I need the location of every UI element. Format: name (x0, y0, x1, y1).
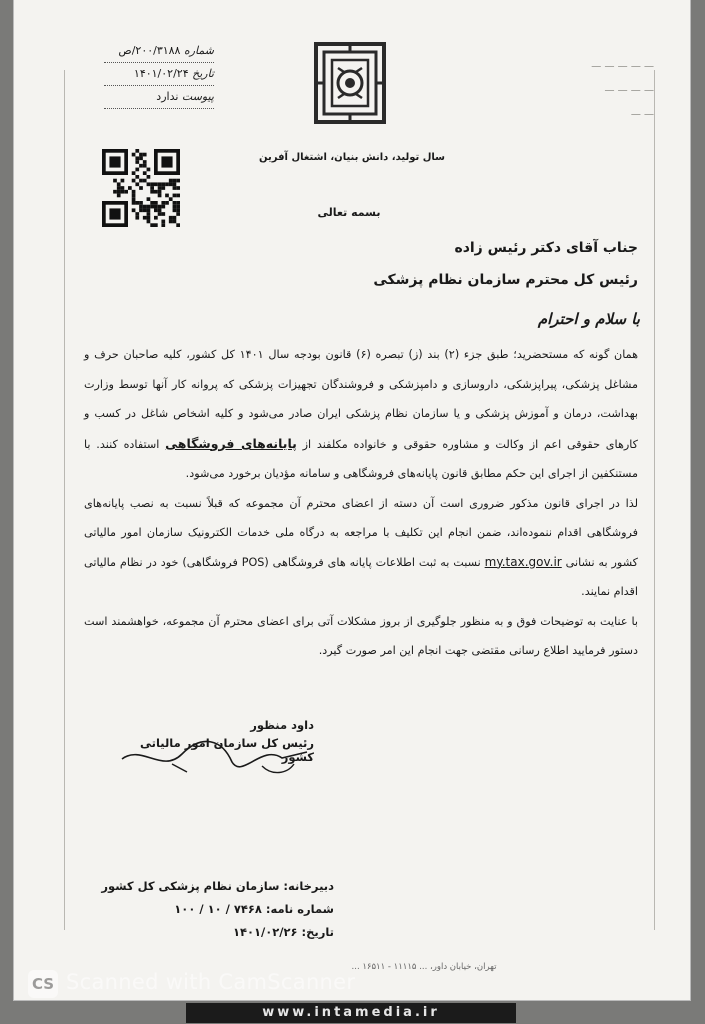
attachment-row (104, 86, 214, 109)
bismillah-heading: بسمه تعالی (317, 206, 381, 219)
signatory-title: رئیس کل سازمان امور مالیاتی کشور (140, 736, 314, 764)
paragraph-1 (84, 340, 638, 489)
year-slogan: سال تولید، دانش بنیان، اشتغال آفرین (259, 152, 445, 163)
secretariat-stamp (98, 875, 334, 955)
paragraph-2-end: نسبت به ثبت اطلاعات پایانه های فروشگاهی (POS فروشگاهی) خود در نظام مالیاتی اقدام نمایند. (84, 555, 638, 598)
number-label: شماره (183, 44, 214, 57)
signatory-name: داود منظور (250, 718, 314, 732)
letter-date-row (104, 63, 214, 86)
stamp-line-secretariat: دبیرخانه: سازمان نظام پزشکی کل کشور (101, 879, 334, 893)
margin-line (654, 70, 655, 930)
addressee-title: رئیس کل محترم سازمان نظام پزشکی (373, 272, 638, 288)
footer-address: تهران، خیابان داور، ... ۱۱۱۱۵ - ۱۶۵۱۱ ... (351, 962, 497, 972)
date-label: تاریخ (192, 67, 214, 80)
letter-date-value: ۱۴۰۱/۰۲/۲۴ (133, 67, 189, 80)
paragraph-2-text: لذا در اجرای قانون مذکور ضروری است آن دسته از اعضای محترم آن مجموعه که قبلاً نسبت به نصب پایانه‌های فروشگاهی اقدام ننموده‌اند، ضمن انجام این تکلیف با مراجعه به درگاه ملی خدمات الکترونیک سازمان امور مالیاتی کشور به نشانی (84, 496, 639, 569)
letter-meta (104, 40, 214, 109)
stamp-line-number: شماره نامه: ۷۴۶۸ / ۱۰ / ۱۰۰ (174, 902, 334, 916)
paragraph-2 (84, 489, 638, 607)
attachment-label: پیوست (181, 90, 214, 103)
paragraph-3: با عنایت به توضیحات فوق و به منظور جلوگیری از بروز مشکلات آتی برای اعضای محترم آن مجموعه، خواهشمند است دستور فرمایید اطلاع رسانی مقتضی جهت انجام این امر صورت گیرد. (84, 614, 638, 657)
website-banner[interactable]: www.intamedia.ir (186, 1003, 516, 1023)
camscanner-logo-icon: CS (28, 970, 58, 998)
paragraph-1-text: همان گونه که مستحضرید؛ طبق جزء (۲) بند (ز) تبصره (۶) قانون بودجه سال ۱۴۰۱ کل کشور، کلیه صاحبان حرف و مشاغل پزشکی، پیراپزشکی، داروسازی و دامپزشکی و فروشندگان تجهیزات پزشکی که پروانه کار آنها توسط وزارت بهداشت، درمان و آموزش پزشکی و یا سازمان نظام پزشکی ایران صادر می‌شود و کلیه اشخاص شاغل در کسب و کارهای حقوقی اعم از وکالت و مشاوره حقوقی و خانواده مکلفند از (84, 348, 638, 451)
pos-terminals-emphasis: پایانه‌های فروشگاهی (165, 435, 297, 451)
greeting: با سلام و احترام (537, 310, 640, 328)
camscanner-watermark (0, 966, 450, 1000)
camscanner-text: Scanned with CamScanner (66, 970, 356, 994)
faded-handwritten-notes: — — — — — — — — — — — (591, 61, 654, 120)
letter-number-row (104, 40, 214, 63)
organization-emblem-icon (314, 42, 386, 124)
margin-line (64, 70, 65, 930)
addressee-name: جناب آقای دکتر رئیس زاده (454, 240, 638, 256)
stamp-line-date: تاریخ: ۱۴۰۱/۰۲/۲۶ (232, 925, 334, 939)
attachment-value: ندارد (156, 90, 179, 103)
qr-code-icon (102, 148, 180, 228)
handwritten-signature-icon (112, 724, 312, 784)
tax-portal-link[interactable]: my.tax.gov.ir (484, 554, 562, 569)
letter-number-value: ۲۰۰/۳۱۸۸/ص (118, 44, 181, 57)
letter-body (84, 340, 638, 666)
paragraph-1-end: استفاده کنند. با مستنکفین از اجرای این حکم مطابق قانون پایانه‌های فروشگاهی و سامانه مؤدیان برخورد می‌شود. (84, 437, 638, 480)
letter-page (14, 0, 690, 1000)
